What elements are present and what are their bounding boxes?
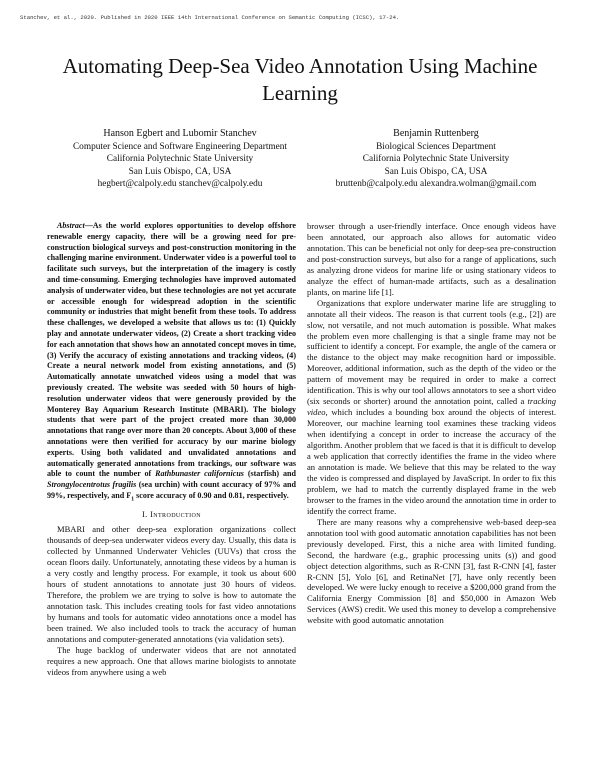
species-name: Strongylocentrotus fragilis (47, 480, 137, 490)
author-emails: bruttenb@calpoly.edu alexandra.wolman@gmail.com (335, 179, 537, 190)
species-name: Rathbunaster californicus (155, 469, 244, 479)
section-heading: I. Introduction (141, 510, 201, 520)
author-location: San Luis Obispo, CA, USA (128, 166, 232, 177)
abstract-label: Abstract (57, 221, 85, 230)
body-paragraph: browser through a user-friendly interface. Once enough videos have been annotated, our approach also allows for automatic video annotation. This can be beneficial not only for deep-sea pre-construction and post-construction surveys, but also for a range of applications, such as analyzing drone videos for marine life or using stationary videos to analyze the effect of human-made artifacts, such as a desalination plants, on marine life [1]. (307, 221, 556, 297)
running-header: Stanchev, et al., 2020. Published in 2020 IEEE 14th International Conference on Semantic Computing (ICSC), 17-24. (20, 14, 400, 21)
emphasized-term: tracking video (307, 396, 556, 418)
left-column (47, 221, 296, 678)
abstract: Abstract—As the world explores opportunities to develop offshore renewable energy capacity, there will be a growing need for pre-construction biological surveys and post-construction monitoring in the challenging marine environment. Underwater video is a powerful tool to facilitate such surveys, but the interpretation of the imagery is costly and time-consuming. Emerging technologies have improved automated analysis of underwater video, but these technologies are not yet accurate or accessible enough for widespread adoption in the scientific community or industries that might benefit from these tools. To address these challenges, we developed a website that allows us to: (1) Quickly play and annotate underwater videos, (2) Create a short tracking video for each annotation that shows how an annotated concept moves in time, (3) Verify the accuracy of existing annotations and tracking videos, (4) Create a neural network model from existing annotations, and (5) Automatically annotate unwatched videos using a model that was previously created. The website was seeded with 50 hours of high-resolution underwater videos that were generously provided by the Monterey Bay Aquarium Research Institute (MBARI). The biology students that were part of the project created more than 30,000 annotations that range over more than 20 concepts. About 3,000 of these annotations were then verified for accuracy by our marine biology experts. Using both validated and unvalidated annotations and automatically generated annotations from trackings, our software was able to count the number of Rathbunaster californicus (starfish) and Strongylocentrotus fragilis (sea urchin) with count accuracy of 97% and 99%, respectively, and $F_1$ score accuracy of 0.90 and 0.81, respectively. (47, 221, 296, 503)
body-paragraph: MBARI and other deep-sea exploration organizations collect thousands of deep-sea underwater videos every day. Usually, this data is collected by Unmanned Underwater Vehicles (UUVs) that cross the ocean floors daily. Unfortunately, annotating these videos by a human is a very costly and lengthy process. For example, it took us about 600 hours of student annotations to annotate just 30 hours of videos. Therefore, the problem we are trying to solve is how to automate the annotation task. This includes creating tools for fast video annotations by humans and tools for automatic video annotations once a model has been trained. We also included tools to track the accuracy of human annotations and computer-generated annotations (via validation sets). (47, 524, 296, 644)
author-names: Hanson Egbert and Lubomir Stanchev (103, 128, 257, 139)
author-department: Biological Sciences Department (376, 141, 496, 152)
author-institution: California Polytechnic State University (106, 154, 254, 165)
author-location: San Luis Obispo, CA, USA (384, 166, 488, 177)
right-column (307, 221, 556, 626)
author-department: Computer Science and Software Engineering Department (72, 141, 287, 152)
paper-title: Automating Deep-Sea Video Annotation Using Machine Learning (62, 54, 538, 105)
author-block-right (316, 128, 556, 191)
body-paragraph: The huge backlog of underwater videos that are not annotated requires a new approach. One that allows marine biologists to annotate videos from anywhere using a web (47, 644, 296, 677)
author-block-left (40, 128, 320, 191)
body-paragraph: Organizations that explore underwater marine life are struggling to annotate all their videos. The reason is that current tools (e.g., [2]) are slow, not versatile, and not much automation is possible. What makes the problem even more challenging is that a single frame may not be sufficient to identify a concept. For example, the angle of the camera or the distance to the object may make recognition hard or impossible. Moreover, additional information, such as the depth of the video or the pattern of movement may be required in order to make a correct identification. This is why our tool allows annotators to see a short video (six seconds or shorter) around the annotation point, called a tracking video, which includes a bounding box around the objects of interest. Moreover, our machine learning tool examines these tracking videos when identifying a concept in order to increase the accuracy of the algorithm. Another problem that we faced is that it is difficult to develop a web application that correctly identifies the frame in the video where an annotation is made. We believe that this may be related to the way the video is compressed and displayed by JavaScript. In order to fix this problem, we had to match the currently displayed frame in the web browser to the frames in the video around the annotation time in order to identify the correct frame. (307, 297, 556, 516)
body-paragraph: There are many reasons why a comprehensive web-based deep-sea annotation tool with good automatic annotation capabilities has not been previously developed. First, this a niche area with limited funding. Second, the hardware (e.g., graphic processing units (s)) and good object detection algorithms, such as R-CNN [3], fast R-CNN [4], faster R-CNN [5], Yolo [6], and RetinaNet [7], have only recently been developed. We were lucky enough to receive a $200,000 grand from the California Energy Commission [8] and $50,000 in Amazon Web Services (AWS) credit. We used this money to develop a comprehensive website with good automatic annotation (307, 516, 556, 626)
author-names: Benjamin Ruttenberg (393, 128, 479, 139)
author-institution: California Polytechnic State University (362, 154, 510, 165)
author-emails: hegbert@calpoly.edu stanchev@calpoly.edu (97, 179, 263, 190)
